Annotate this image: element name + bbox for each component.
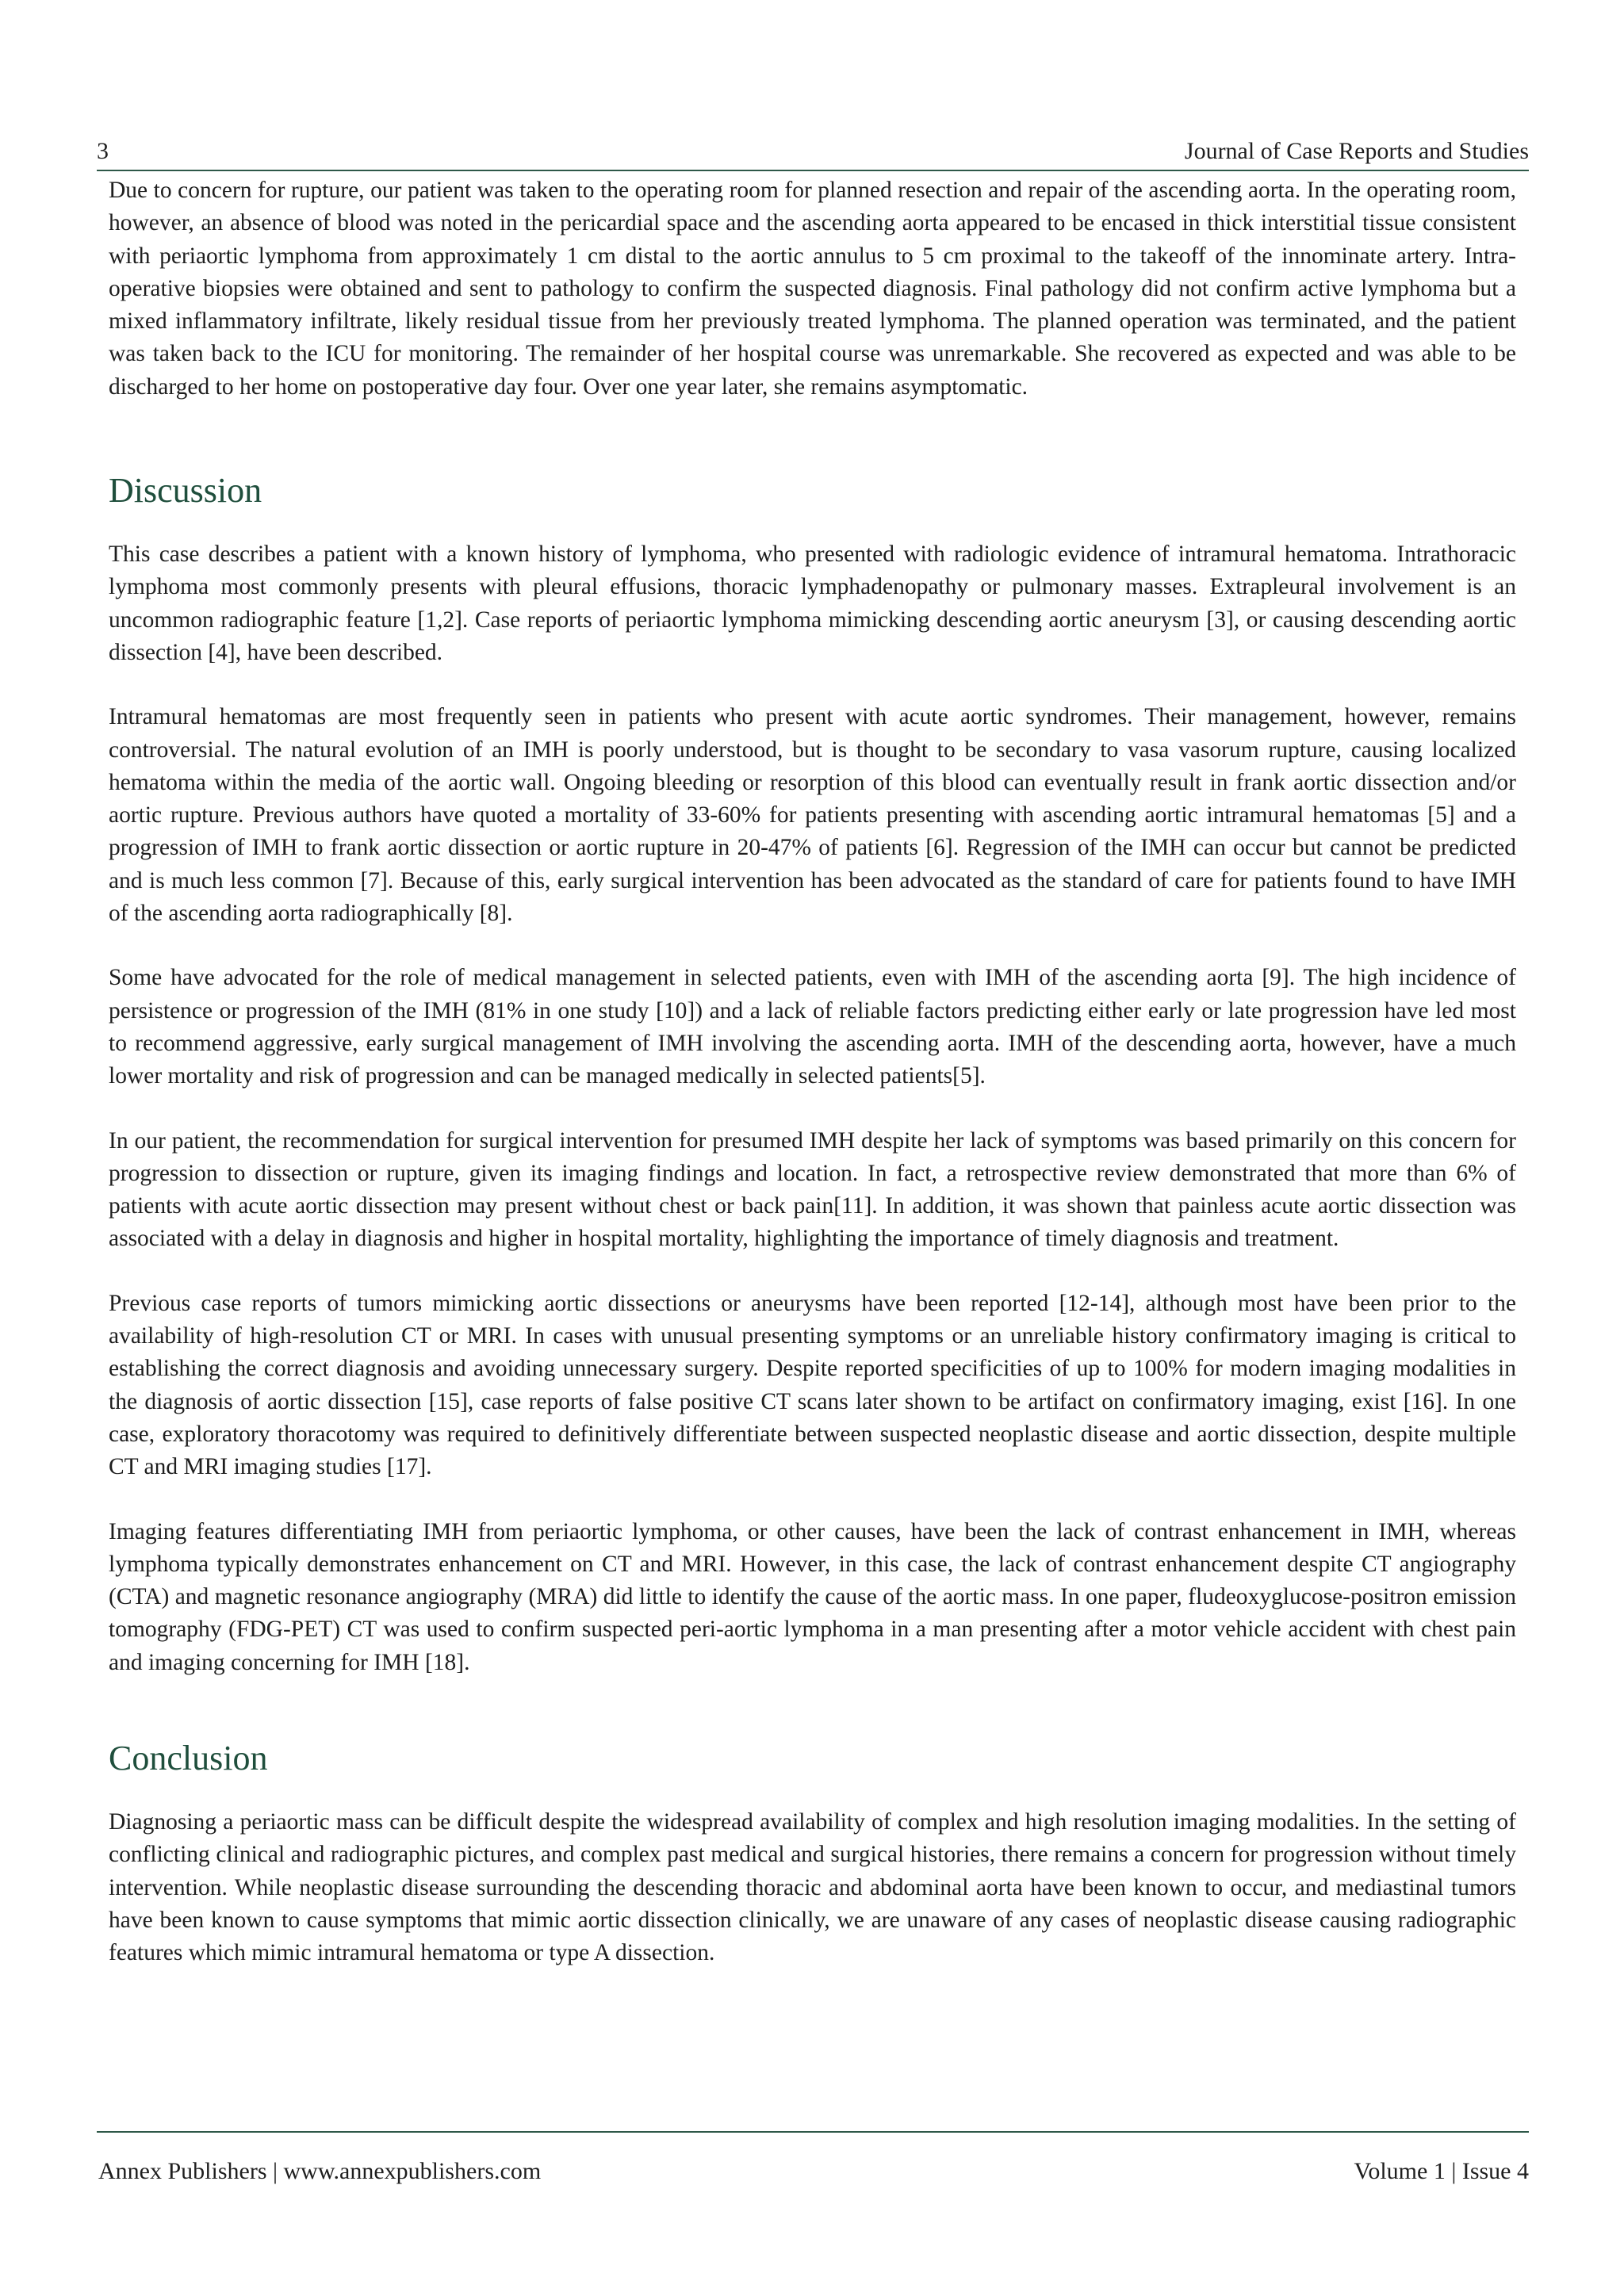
discussion-paragraph: In our patient, the recommendation for surgical intervention for presumed IMH despite her lack of symptoms was based primarily on this concern for progression to dissection or rupture, given its imaging findings and location. In fact, a retrospective review demonstrated that more than 6% of patients with acute aortic dissection may present without chest or back pain[11]. In addition, it was shown that painless acute aortic dissection was associated with a delay in diagnosis and higher in hospital mortality, highlighting the importance of timely diagnosis and treatment.: [109, 1127, 1516, 1252]
page-header: [97, 132, 1529, 171]
discussion-paragraph: Imaging features differentiating IMH from periaortic lymphoma, or other causes, have been the lack of contrast enhancement in IMH, whereas lymphoma typically demonstrates enhancement on CT and MRI. However, in this case, the lack of contrast enhancement despite CT angiography (CTA) and magnetic resonance angiography (MRA) did little to identify the cause of the aortic mass. In one paper, fludeoxyglucose-positron emission tomography (FDG-PET) CT was used to confirm suspected peri-aortic lymphoma in a man presenting after a motor vehicle accident with chest pain and imaging concerning for IMH [18].: [109, 1518, 1516, 1675]
case-course-paragraph: Due to concern for rupture, our patient was taken to the operating room for planned resection and repair of the ascending aorta. In the operating room, however, an absence of blood was noted in the pericardial space and the ascending aorta appeared to be encased in thick interstitial tissue consistent with periaortic lymphoma from approximately 1 cm distal to the aortic annulus to 5 cm proximal to the takeoff of the innominate artery. Intra-operative biopsies were obtained and sent to pathology to confirm the suspected diagnosis. Final pathology did not confirm active lymphoma but a mixed inflammatory infiltrate, likely residual tissue from her previously treated lymphoma. The planned operation was terminated, and the patient was taken back to the ICU for monitoring. The remainder of her hospital course was unremarkable. She recovered as expected and was able to be discharged to her home on postoperative day four. Over one year later, she remains asymptomatic.: [109, 178, 1516, 400]
discussion-paragraph: This case describes a patient with a known history of lymphoma, who presented with radiologic evidence of intramural hematoma. Intrathoracic lymphoma most commonly presents with pleural effusions, thoracic lymphadenopathy or pulmonary masses. Extrapleural involvement is an uncommon radiographic feature [1,2]. Case reports of periaortic lymphoma mimicking descending aortic aneurysm [3], or causing descending aortic dissection [4], have been described.: [109, 541, 1516, 665]
discussion-paragraph: Previous case reports of tumors mimicking aortic dissections or aneurysms have been reported [12-14], although most have been prior to the availability of high-resolution CT or MRI. In cases with unusual presenting symptoms or an unreliable history confirmatory imaging is critical to establishing the correct diagnosis and avoiding unnecessary surgery. Despite reported specificities of up to 100% for modern imaging modalities in the diagnosis of aortic dissection [15], case reports of false positive CT scans later shown to be artifact on confirmatory imaging, exist [16]. In one case, exploratory thoracotomy was required to definitively differentiate between suspected neoplastic disease and aortic dissection, despite multiple CT and MRI imaging studies [17].: [109, 1290, 1516, 1480]
publisher-footer: Annex Publishers | www.annexpublishers.com: [98, 2158, 542, 2184]
volume-issue-footer: Volume 1 | Issue 4: [1354, 2158, 1529, 2184]
conclusion-heading: Conclusion: [109, 1738, 268, 1777]
discussion-paragraph: Some have advocated for the role of medical management in selected patients, even with IMH of the ascending aorta [9]. The high incidence of persistence or progression of the IMH (81% in one study [10]) and a lack of reliable factors predicting either early or late progression have led most to recommend aggressive, early surgical management of IMH involving the ascending aorta. IMH of the descending aorta, however, have a much lower mortality and risk of progression and can be managed medically in selected patients[5].: [109, 965, 1516, 1089]
journal-title: Journal of Case Reports and Studies: [1184, 138, 1529, 164]
conclusion-paragraph: Diagnosing a periaortic mass can be difficult despite the widespread availability of complex and high resolution imaging modalities. In the setting of conflicting clinical and radiographic pictures, and complex past medical and surgical histories, there remains a concern for progression without timely intervention. While neoplastic disease surrounding the descending thoracic and abdominal aorta have been known to occur, and mediastinal tumors have been known to cause symptoms that mimic aortic dissection clinically, we are unaware of any cases of neoplastic disease causing radiographic features which mimic intramural hematoma or type A dissection.: [109, 1808, 1516, 1966]
discussion-heading: Discussion: [109, 471, 262, 511]
footer-divider: [97, 2131, 1529, 2133]
discussion-paragraph: Intramural hematomas are most frequently seen in patients who present with acute aortic syndromes. Their management, however, remains controversial. The natural evolution of an IMH is poorly understood, but is thought to be secondary to vasa vasorum rupture, causing localized hematoma within the media of the aortic wall. Ongoing bleeding or resorption of this blood can eventually result in frank aortic dissection and/or aortic rupture. Previous authors have quoted a mortality of 33-60% for patients presenting with ascending aortic intramural hematomas [5] and a progression of IMH to frank aortic dissection or aortic rupture in 20-47% of patients [6]. Regression of the IMH can occur but cannot be predicted and is much less common [7]. Because of this, early surgical intervention has been advocated as the standard of care for patients found to have IMH of the ascending aorta radiographically [8].: [109, 704, 1516, 927]
page-number: 3: [97, 138, 109, 164]
article-body: [109, 174, 1516, 2001]
